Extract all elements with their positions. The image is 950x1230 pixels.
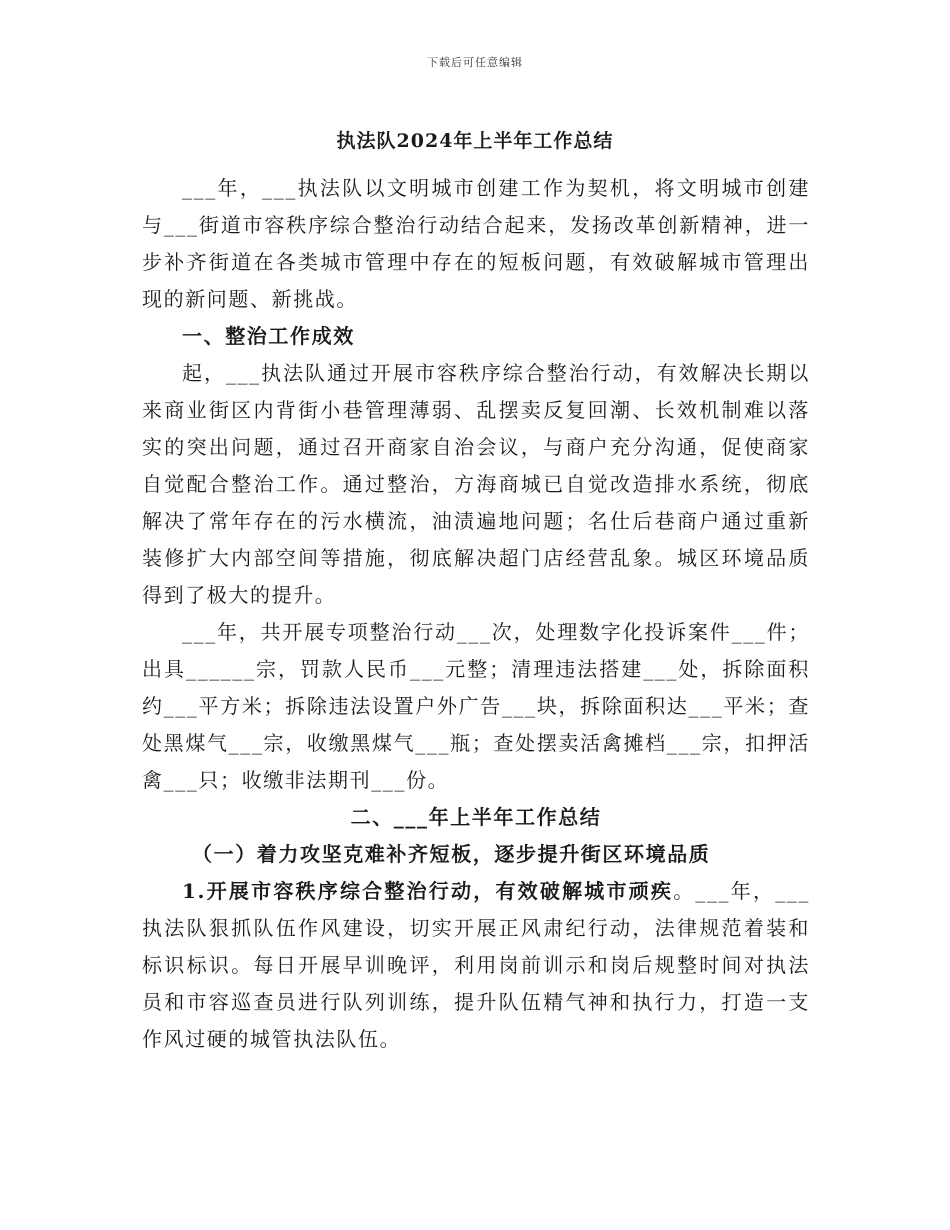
section-1-paragraph-1: 起，___执法队通过开展市容秩序综合整治行动，有效解决长期以来商业街区内背街小巷管理薄弱、乱摆卖反复回潮、长效机制难以落实的突出问题，通过召开商家自治会议，与商户充分沟通，促使商家自觉配合整治工作。通过整治，方海商城已自觉改造排水系统，彻底解决了常年存在的污水横流，油渍遍地问题；名仕后巷商户通过重新装修扩大内部空间等措施，彻底解决超门店经营乱象。城区环境品质得到了极大的提升。 <box>142 361 810 607</box>
section-2-heading: 二、___年上半年工作总结 <box>350 805 602 829</box>
section-2-subheading: （一）着力攻坚克难补齐短板，逐步提升街区环境品质 <box>192 842 711 866</box>
document-body <box>142 170 810 1058</box>
intro-paragraph: ___年，___执法队以文明城市创建工作为契机，将文明城市创建与___街道市容秩序综合整治行动结合起来，发扬改革创新精神，进一步补齐街道在各类城市管理中存在的短板问题，有效破解城市管理出现的新问题、新挑战。 <box>142 176 810 311</box>
document-title: 执法队2024年上半年工作总结 <box>336 130 614 152</box>
section-1-heading: 一、整治工作成效 <box>182 324 355 348</box>
item-1-body: 。___年，___执法队狠抓队伍作风建设，切实开展正风肃纪行动，法律规范着装和标识标识。每日开展早训晚评，利用岗前训示和岗后规整时间对执法员和市容巡查员进行队列训练，提升队伍精气神和执行力，打造一支作风过硬的城管执法队伍。 <box>142 879 810 1051</box>
page-header-note: 下载后可任意编辑 <box>427 56 523 69</box>
item-1-title: 1.开展市容秩序综合整治行动，有效破解城市顽疾 <box>182 879 674 903</box>
section-2-item-1 <box>142 873 810 1058</box>
section-1-paragraph-2: ___年，共开展专项整治行动___次，处理数字化投诉案件___件；出具______宗，罚款人民币___元整；清理违法搭建___处，拆除面积约___平方米；拆除违法设置户外广告___块，拆除面积达___平米；查处黑煤气___宗，收缴黑煤气___瓶；查处摆卖活禽摊档___宗，扣押活禽___只；收缴非法期刊___份。 <box>142 620 810 792</box>
